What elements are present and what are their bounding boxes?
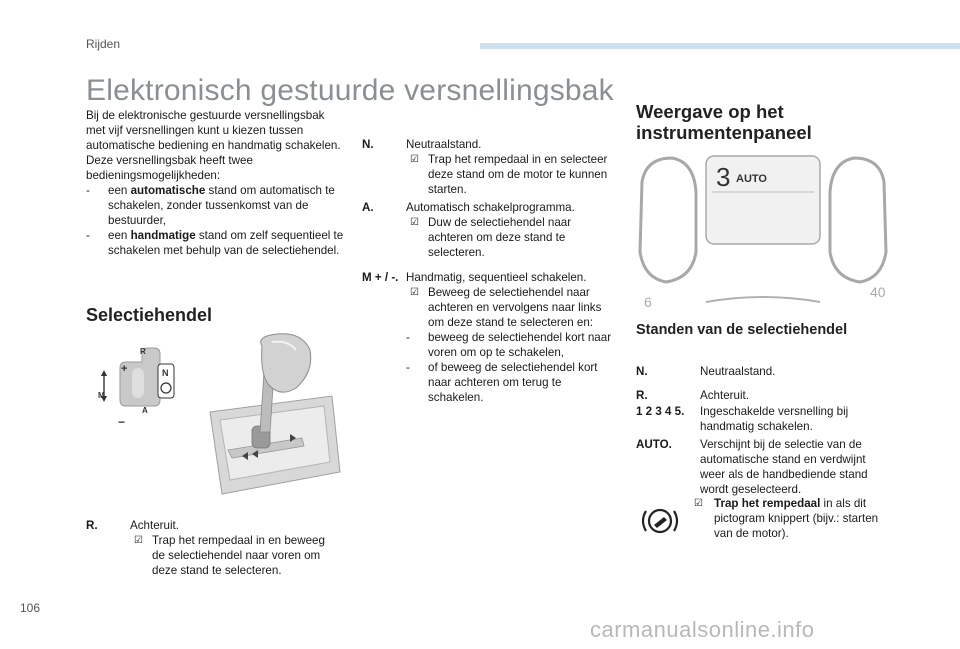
standen-entry-value: Neutraalstand. xyxy=(700,365,776,378)
entry-r-key: R. xyxy=(86,519,98,532)
standen-entry-value: Verschijnt bij de selectie van de automatische stand en verdwijnt weer als de handbediende stand wordt geselecteerd. xyxy=(700,438,868,496)
brake-warning-text: ☑ Trap het rempedaal in als dit pictogram knippert (bijv.: starten van de motor). xyxy=(694,497,879,540)
entry-r-text: Achteruit. xyxy=(130,519,179,532)
standen-entry-key: R. xyxy=(636,389,648,402)
entry-a-bullet: ☑ Duw de selectiehendel naar achteren om deze stand te selecteren. xyxy=(410,216,572,259)
gate-label-plus: + xyxy=(121,363,128,375)
entry-n-bullet: ☑ Trap het rempedaal in en selecteer deze stand om de motor te kunnen starten. xyxy=(410,153,608,196)
intro-list-item-automatic: - een automatische stand om automatisch te schakelen, zonder tussenkomst van de bestuurder, xyxy=(86,184,335,227)
standen-entry-value: Ingeschakelde versnelling bij handmatig schakelen. xyxy=(700,405,849,433)
gauge-left-number: 6 xyxy=(644,294,652,310)
standen-entry-value: Achteruit. xyxy=(700,389,749,402)
entry-n-key: N. xyxy=(362,138,374,151)
selectiehendel-heading: Selectiehendel xyxy=(86,305,213,325)
standen-heading: Standen van de selectiehendel xyxy=(636,322,848,338)
entry-r-bullet: ☑ Trap het rempedaal in en beweeg de selectiehendel naar voren om deze stand te selecteren. xyxy=(134,534,325,577)
standen-entry-key: N. xyxy=(636,365,648,378)
standen-entry-key: 1 2 3 4 5. xyxy=(636,405,685,418)
watermark: carmanualsonline.info xyxy=(590,617,815,642)
bullet-marker-icon: ☑ xyxy=(694,498,703,509)
section-label: Rijden xyxy=(86,37,121,51)
standen-entry-key: AUTO. xyxy=(636,438,672,451)
display-gear-indicator: 3 xyxy=(716,162,731,192)
header-accent-bar xyxy=(480,43,960,49)
gate-label-a: A xyxy=(142,406,148,415)
entry-m-text: Handmatig, sequentieel schakelen. xyxy=(406,271,587,284)
display-auto-indicator: AUTO xyxy=(736,173,767,185)
brake-pedal-warning-icon xyxy=(638,504,682,538)
bullet-marker-icon: ☑ xyxy=(410,154,419,165)
entry-n-text: Neutraalstand. xyxy=(406,138,482,151)
entry-m-dash-2: - of beweeg de selectiehendel kort naar achteren om terug te schakelen. xyxy=(406,361,598,404)
gear-lever-illustration xyxy=(192,332,342,502)
gate-label-m: M xyxy=(98,391,105,400)
intro-list-item-manual: - een handmatige stand om zelf sequentieel te schakelen met behulp van de selectiehendel. xyxy=(86,229,344,257)
bullet-marker-icon: ☑ xyxy=(134,535,143,546)
entry-m-dash-1: - beweeg de selectiehendel kort naar voren om op te schakelen, xyxy=(406,331,612,359)
gate-label-r: R xyxy=(140,347,146,356)
page-number: 106 xyxy=(20,601,41,615)
entry-m-key: M + / -. xyxy=(362,271,399,284)
gate-label-minus: − xyxy=(118,415,126,429)
entry-a-key: A. xyxy=(362,201,374,214)
gauge-right-number: 40 xyxy=(870,284,886,300)
entry-m-bullet: ☑ Beweeg de selectiehendel naar achteren en vervolgens naar links om deze stand te selecteren en: xyxy=(410,286,602,329)
intro-text xyxy=(86,108,346,258)
bullet-marker-icon: ☑ xyxy=(410,217,419,228)
page-title: Elektronisch gestuurde versnellingsbak xyxy=(86,74,614,107)
entry-a-text: Automatisch schakelprogramma. xyxy=(406,201,575,214)
instrument-panel-heading: Weergave op het instrumentenpaneel xyxy=(636,101,812,143)
intro-paragraph-2: Deze versnellingsbak heeft twee bedieningsmogelijkheden: xyxy=(86,154,253,182)
instrument-panel-illustration xyxy=(636,152,890,310)
bullet-marker-icon: ☑ xyxy=(410,287,419,298)
intro-paragraph-1: Bij de elektronische gestuurde versnellingsbak met vijf versnellingen kunt u kiezen tussen automatische bediening en handmatig schakelen. xyxy=(86,109,341,152)
gate-pattern-diagram xyxy=(92,340,182,430)
gate-label-n: N xyxy=(162,368,169,378)
